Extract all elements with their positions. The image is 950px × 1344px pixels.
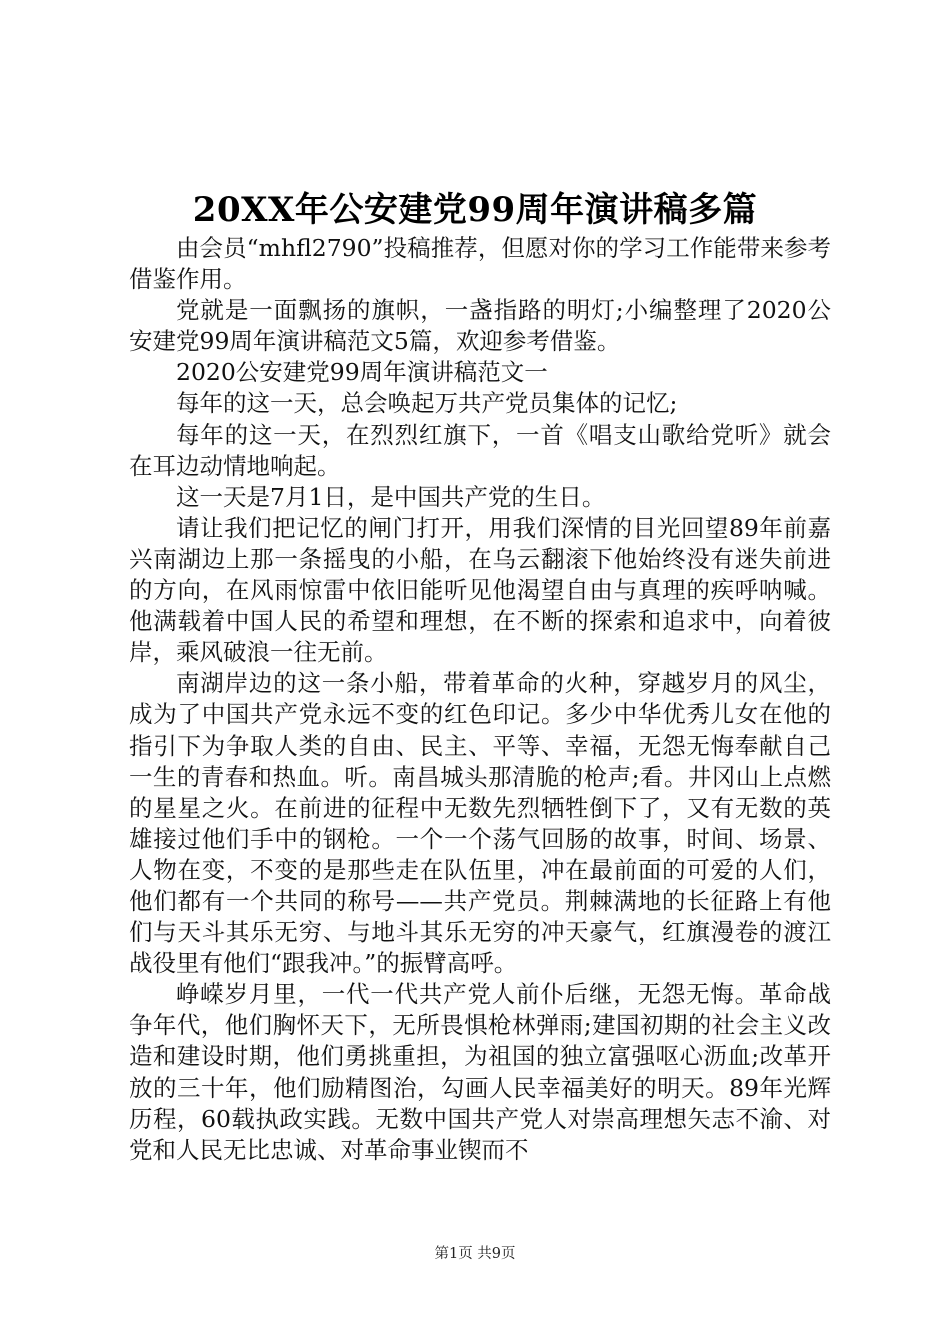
paragraph: 党就是一面飘扬的旗帜，一盏指路的明灯;小编整理了2020公安建党99周年演讲稿范文5篇，欢迎参考借鉴。 — [129, 296, 831, 356]
document-body — [129, 233, 831, 1166]
paragraph: 请让我们把记忆的闸门打开，用我们深情的目光回望89年前嘉兴南湖边上那一条摇曳的小船，在乌云翻滚下他始终没有迷失前进的方向，在风雨惊雷中依旧能听见他渴望自由与真理的疾呼呐喊。他满载着中国人民的希望和理想，在不断的探索和追求中，向着彼岸，乘风破浪一往无前。 — [129, 513, 831, 667]
paragraph: 2020公安建党99周年演讲稿范文一 — [176, 358, 548, 387]
paragraph: 这一天是7月1日，是中国共产党的生日。 — [176, 482, 606, 511]
paragraph: 峥嵘岁月里，一代一代共产党人前仆后继，无怨无悔。革命战争年代，他们胸怀天下，无所畏惧枪林弹雨;建国初期的社会主义改造和建设时期，他们勇挑重担，为祖国的独立富强呕心沥血;改革开放的三十年，他们励精图治，勾画人民幸福美好的明天。89年光辉历程，60载执政实践。无数中国共产党人对崇高理想矢志不渝、对党和人民无比忠诚、对革命事业锲而不 — [129, 980, 831, 1164]
document-title: 20XX年公安建党99周年演讲稿多篇 — [192, 190, 758, 230]
paragraph: 每年的这一天，总会唤起万共产党员集体的记忆; — [176, 389, 678, 418]
paragraph: 每年的这一天，在烈烈红旗下，一首《唱支山歌给党听》就会在耳边动情地响起。 — [129, 420, 831, 480]
page-number-footer: 第1页 共9页 — [434, 1246, 516, 1262]
paragraph: 由会员“mhfl2790”投稿推荐，但愿对你的学习工作能带来参考借鉴作用。 — [129, 234, 831, 294]
paragraph: 南湖岸边的这一条小船，带着革命的火种，穿越岁月的风尘，成为了中国共产党永远不变的红色印记。多少中华优秀儿女在他的指引下为争取人类的自由、民主、平等、幸福，无怨无悔奉献自己一生的青春和热血。听。南昌城头那清脆的枪声;看。井冈山上点燃的星星之火。在前进的征程中无数先烈牺牲倒下了，又有无数的英雄接过他们手中的钢枪。一个一个荡气回肠的故事，时间、场景、人物在变，不变的是那些走在队伍里，冲在最前面的可爱的人们，他们都有一个共同的称号——共产党员。荆棘满地的长征路上有他们与天斗其乐无穷、与地斗其乐无穷的冲天豪气，红旗漫卷的渡江战役里有他们“跟我冲。”的振臂高呼。 — [129, 669, 831, 978]
